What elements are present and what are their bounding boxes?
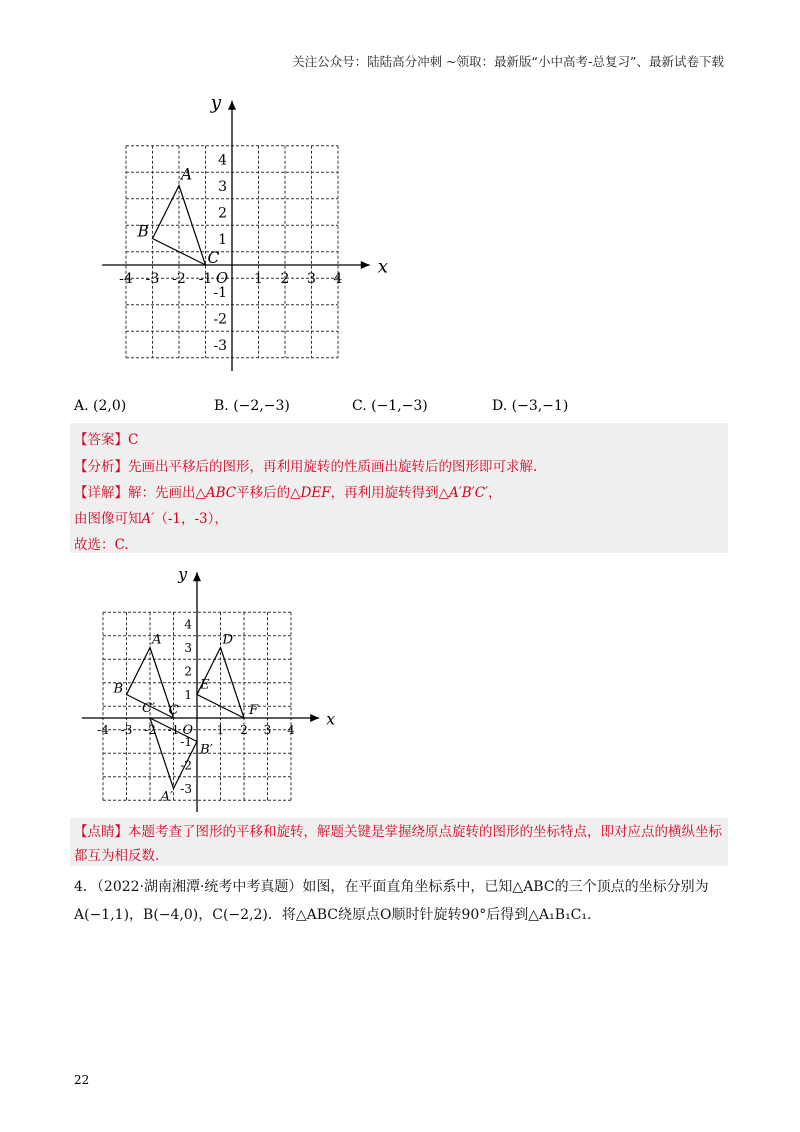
origin-label: O <box>215 270 228 287</box>
page-number: 22 <box>74 1073 90 1087</box>
x-tick-label: 3 <box>263 723 272 737</box>
x-tick-label: 4 <box>333 271 343 287</box>
x-tick-label: 2 <box>240 723 248 737</box>
option-d[interactable]: D. (−3,−1) <box>492 398 569 414</box>
answer-value: C <box>128 432 139 448</box>
x-tick-label: -3 <box>145 271 160 287</box>
y-tick-label: -2 <box>213 311 227 328</box>
analysis-tag: 【分析】 <box>74 459 128 475</box>
y-tick-label: -3 <box>213 337 227 354</box>
point-label: D <box>222 632 234 648</box>
y-tick-label: -3 <box>180 782 192 797</box>
detail-tag: 【详解】 <box>74 485 128 501</box>
y-tick-label: 2 <box>218 205 227 222</box>
triangle-abc-prime: △A′B′C′ <box>438 485 489 501</box>
answer-tag: 【答案】 <box>74 432 128 448</box>
detail-text-1: 解：先画出 <box>128 485 196 501</box>
page-header: 关注公众号：陆陆高分冲刺 ~领取：最新版“小中高考-总复习”、最新试卷下载 <box>292 54 724 69</box>
point-label: B <box>137 222 149 241</box>
y-tick-label: -2 <box>180 758 192 773</box>
coordinate-figure-1 <box>95 92 395 382</box>
y-tick-label: 4 <box>218 152 227 169</box>
detail-line2-a: 由图像可知 <box>74 511 142 527</box>
point-label: B′ <box>200 742 213 758</box>
x-tick-label: 1 <box>216 723 225 737</box>
x-tick-label: 4 <box>287 723 295 737</box>
x-tick-label: 1 <box>254 271 263 287</box>
y-tick-label: -1 <box>213 284 227 301</box>
detail-text-4: ， <box>488 485 502 501</box>
detail-text-3: ，再利用旋转得到 <box>330 485 439 501</box>
point-label: E <box>200 677 210 693</box>
comment-text <box>74 820 726 868</box>
analysis-line <box>74 455 537 475</box>
point-label: C′ <box>142 701 156 716</box>
point-a-prime: A′ <box>141 511 155 527</box>
answer-options <box>74 398 714 420</box>
x-tick-label: 2 <box>280 271 290 287</box>
y-axis-label: y <box>210 92 222 114</box>
point-label: C <box>207 249 220 267</box>
triangle-abc: △ABC <box>195 485 237 501</box>
y-tick-label: 1 <box>184 688 192 703</box>
x-tick-label: -1 <box>198 271 213 287</box>
option-a[interactable]: A. (2,0) <box>74 398 127 414</box>
y-axis-label: y <box>178 565 188 584</box>
x-tick-label: -2 <box>144 723 156 737</box>
option-c[interactable]: C. (−1,−3) <box>352 398 428 414</box>
detail-line <box>74 481 502 501</box>
y-tick-label: 2 <box>184 664 192 679</box>
y-tick-label: 3 <box>184 641 192 656</box>
analysis-text: 先画出平移后的图形，再利用旋转的性质画出旋转后的图形即可求解. <box>128 459 538 475</box>
y-tick-label: 4 <box>184 617 192 632</box>
x-axis-label: x <box>377 256 389 278</box>
detail-line-3: 故选：C. <box>74 537 129 553</box>
point-label: F <box>249 703 259 718</box>
detail-text-2: 平移后的 <box>236 485 291 501</box>
y-tick-label: 3 <box>218 178 227 195</box>
answer-line <box>74 428 138 448</box>
detail-line2-b: （-1，-3）， <box>154 511 228 527</box>
origin-label: O <box>182 722 193 737</box>
x-axis-arrow <box>361 261 370 269</box>
comment-tag: 【点睛】 <box>74 824 128 840</box>
y-tick-label: 1 <box>218 231 227 248</box>
point-label: B <box>113 681 124 697</box>
detail-line-2 <box>74 507 228 527</box>
x-tick-label: -4 <box>119 271 133 287</box>
x-tick-label: 3 <box>307 271 316 287</box>
coordinate-figure-2 <box>80 558 340 808</box>
x-tick-label: -3 <box>120 723 133 737</box>
x-axis-arrow <box>310 714 319 722</box>
point-label: A′ <box>160 789 174 805</box>
point-label: A <box>152 632 162 648</box>
y-axis-arrow <box>228 101 236 110</box>
point-label: A <box>181 165 193 184</box>
question-4-line-1: 4．（2022·湖南湘潭·统考中考真题）如图，在平面直角坐标系中，已知△ABC的三个顶点的坐标分别为 <box>74 879 709 895</box>
x-tick-label: -2 <box>172 271 186 287</box>
point-label: C <box>168 703 179 718</box>
x-axis-label: x <box>326 710 336 729</box>
x-tick-label: -1 <box>167 723 180 737</box>
comment-body: 本题考查了图形的平移和旋转，解题关键是掌握绕原点旋转的图形的坐标特点，即对应点的横纵坐标都互为相反数. <box>74 824 722 864</box>
question-4-line-2: A(−1,1)，B(−4,0)，C(−2,2)．将△ABC绕原点O顺时针旋转90°后得到△A₁B₁C₁. <box>74 907 592 923</box>
option-b[interactable]: B. (−2,−3) <box>214 398 290 414</box>
y-tick-label: -1 <box>180 735 192 750</box>
y-axis-arrow <box>193 572 201 581</box>
triangle-def: △DEF <box>290 485 331 501</box>
x-tick-label: -4 <box>97 723 109 737</box>
